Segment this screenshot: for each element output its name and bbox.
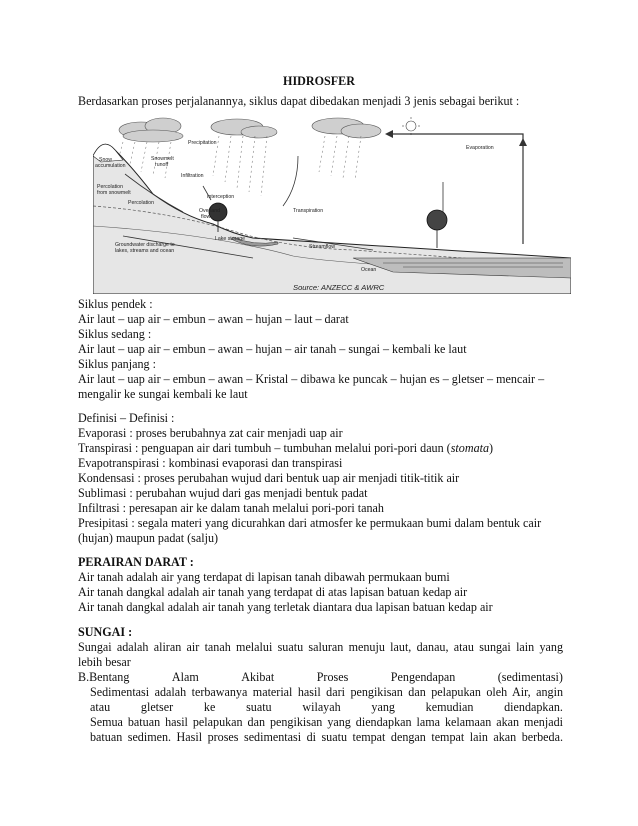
cycle-medium-heading: Siklus sedang : <box>78 327 152 341</box>
label-snow: Snow <box>99 157 112 163</box>
label-transpiration: Transpiration <box>293 208 324 214</box>
cycle-long-heading: Siklus panjang : <box>78 357 156 371</box>
sungai-line-1: Sungai adalah aliran air tanah melalui suatu saluran menuju laut, danau, atau sungai lain yang <box>78 640 563 654</box>
cycle-short-heading: Siklus pendek : <box>78 297 153 311</box>
def-evaporasi: Evaporasi : proses berubahnya zat cair menjadi uap air <box>78 426 343 440</box>
sedimentasi-line-4: batuan sedimen. Hasil proses sedimentasi di suatu tempat dengan tempat lain akan berbeda. <box>90 730 563 744</box>
sungai-line-2: lebih besar <box>78 655 131 669</box>
sedimentasi-line-1: Sedimentasi adalah terbawanya material hasil dari pengikisan dan pelapukan oleh Air, angin <box>90 685 563 699</box>
bentang-alam-heading: B.Bentang Alam Akibat Proses Pengendapan (sedimentasi) <box>78 670 563 684</box>
intro-text: Berdasarkan proses perjalanannya, siklus dapat dibedakan menjadi 3 jenis sebagai berikut : <box>78 94 520 108</box>
label-streamflow: Streamflow <box>309 244 335 250</box>
def-presipitasi: Presipitasi : segala materi yang dicurahkan dari atmosfer ke permukaan bumi dalam bentuk cair <box>78 516 542 530</box>
perairan-line-3: Air tanah dangkal adalah air tanah yang terletak diantara dua lapisan batuan kedap air <box>78 600 493 614</box>
label-lakes-streams: lakes, streams and ocean <box>115 248 175 254</box>
sedimentasi-line-2: atau gletser ke suatu wilayah yang kemudian diendapkan. <box>90 700 563 714</box>
label-precipitation: Precipitation <box>188 140 217 146</box>
sungai-heading: SUNGAI : <box>78 625 133 639</box>
label-groundwater: Groundwater discharge to <box>115 242 175 248</box>
perairan-heading: PERAIRAN DARAT : <box>78 555 194 569</box>
label-accumulation: accumulation <box>95 163 126 169</box>
label-evaporation: Evaporation <box>466 145 494 151</box>
cycle-long-text-2: mengalir ke sungai kembali ke laut <box>78 387 248 401</box>
def-sublimasi: Sublimasi : perubahan wujud dari gas menjadi bentuk padat <box>78 486 368 500</box>
label-snowmelt: Snowmelt <box>151 156 174 162</box>
label-interception: Interception <box>207 194 235 200</box>
label-ocean: Ocean <box>361 267 377 273</box>
sedimentasi-line-3: Semua batuan hasil pelapukan dan pengikisan yang diendapkan lama kelamaan akan menjadi <box>90 715 563 729</box>
def-infiltrasi: Infiltrasi : peresapan air ke dalam tanah melalui pori-pori tanah <box>78 501 384 515</box>
perairan-line-1: Air tanah adalah air yang terdapat di lapisan tanah dibawah permukaan bumi <box>78 570 450 584</box>
cycle-medium-text: Air laut – uap air – embun – awan – hujan – air tanah – sungai – kembali ke laut <box>78 342 467 356</box>
label-percolation-snowmelt: Percolation <box>97 184 123 190</box>
perairan-line-2: Air tanah dangkal adalah air tanah yang terdapat di atas lapisan batuan kedap air <box>78 585 468 599</box>
label-flow: flow <box>201 214 211 220</box>
cycle-long-text: Air laut – uap air – embun – awan – Kristal – dibawa ke puncak – hujan es – gletser – mencair – <box>78 372 545 386</box>
def-kondensasi: Kondensasi : proses perubahan wujud dari bentuk uap air menjadi titik-titik air <box>78 471 460 485</box>
label-percolation: Percolation <box>128 200 154 206</box>
def-transpirasi: Transpirasi : penguapan air dari tumbuh – tumbuhan melalui pori-pori daun (stomata) <box>78 441 494 455</box>
label-lake-storage: Lake storage <box>215 236 245 242</box>
label-from-snowmelt: from snowmelt <box>97 190 131 196</box>
cycle-short-text: Air laut – uap air – embun – awan – hujan – laut – darat <box>78 312 349 326</box>
page-title: HIDROSFER <box>283 74 355 88</box>
def-evapotranspirasi: Evapotranspirasi : kombinasi evaporasi dan transpirasi <box>78 456 343 470</box>
diagram-source: Source: ANZECC & AWRC <box>293 283 385 292</box>
hydrologic-cycle-diagram <box>93 116 571 294</box>
label-runoff: runoff <box>155 162 169 168</box>
label-overland: Overland <box>199 208 221 214</box>
definitions-heading: Definisi – Definisi : <box>78 411 175 425</box>
def-presipitasi-cont: (hujan) maupun padat (salju) <box>78 531 219 545</box>
label-infiltration: Infiltration <box>181 173 204 179</box>
